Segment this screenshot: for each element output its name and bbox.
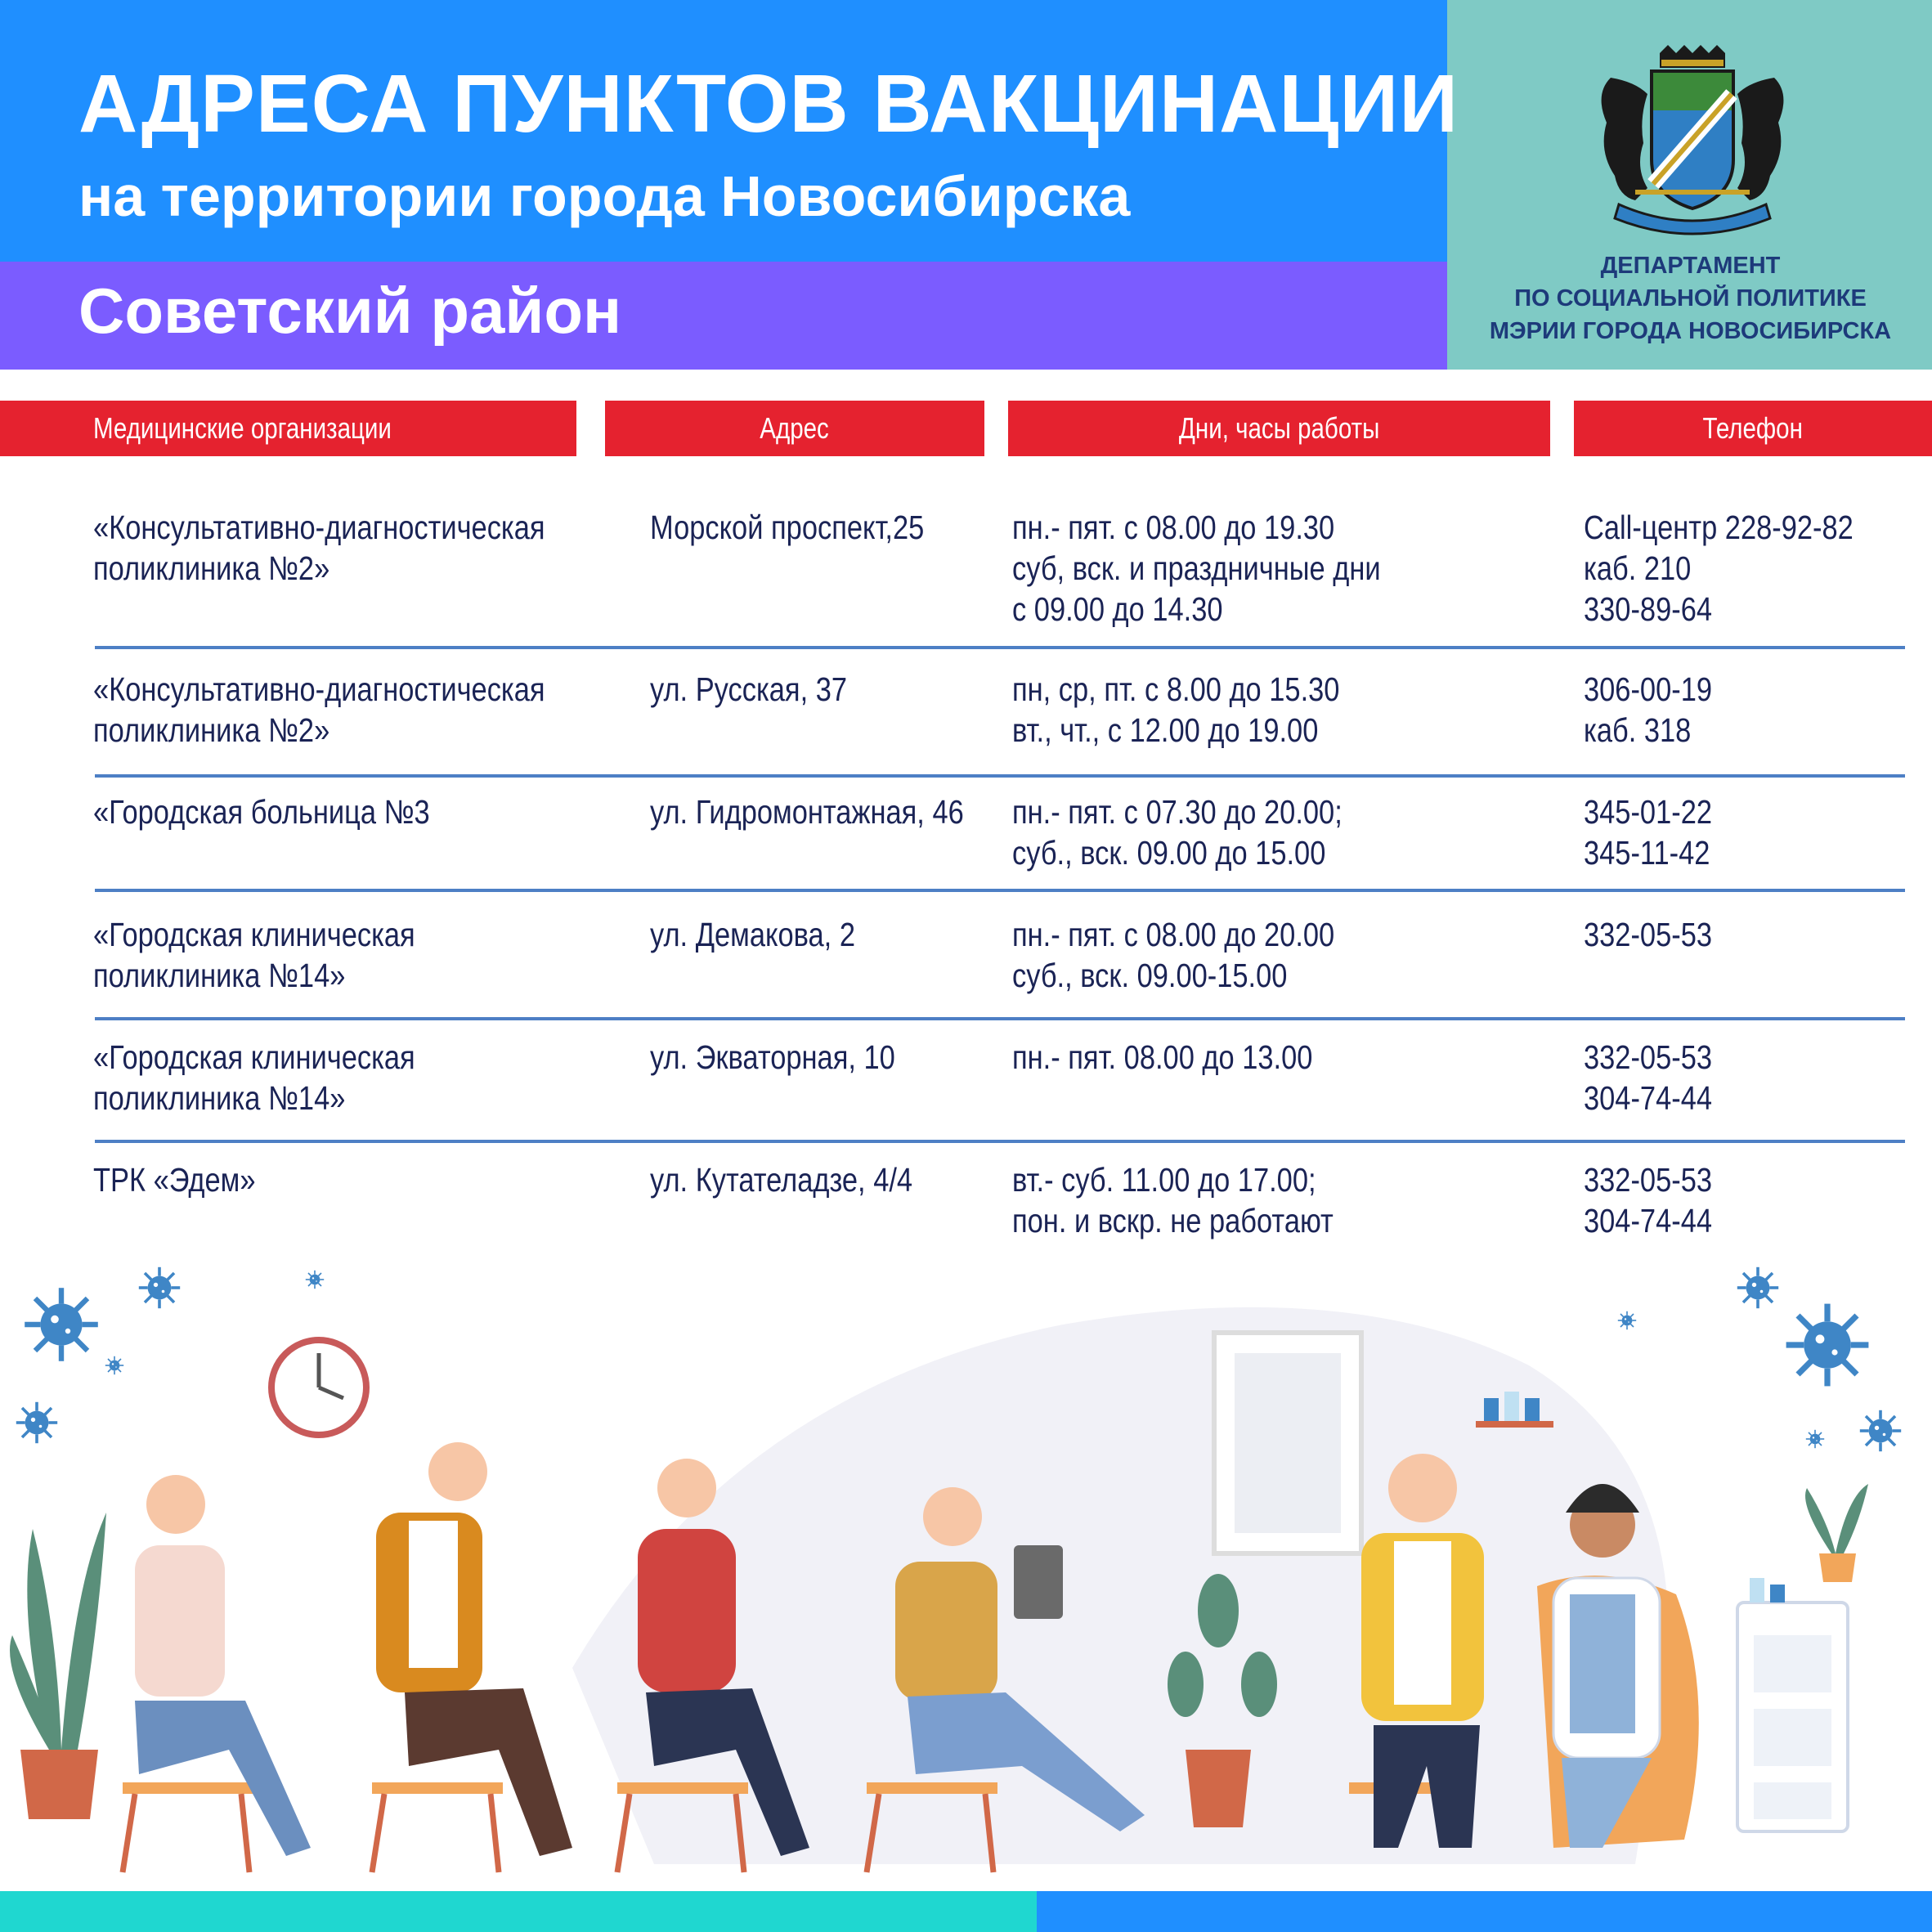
organization-cell: ТРК «Эдем» <box>93 1161 256 1199</box>
column-header-organizations: Медицинские организации <box>0 401 576 456</box>
virus-icon <box>139 1267 180 1308</box>
row-separator <box>95 1140 1905 1143</box>
hours-cell: пн.- пят. с 07.30 до 20.00; суб., вск. 09.00 до 15.00 <box>1012 793 1343 872</box>
organization-cell: «Городская клиническая поликлиника №14» <box>93 916 415 994</box>
hours-cell: пн, ср, пт. с 8.00 до 15.30 вт., чт., с 12.00 до 19.00 <box>1012 670 1340 749</box>
person-seated <box>372 1442 572 1872</box>
virus-icon <box>1860 1410 1901 1451</box>
phone-cell: 332-05-53 <box>1584 916 1713 953</box>
phone-cell: Call-центр 228-92-82 каб. 210 330-89-64 <box>1584 509 1854 628</box>
organization-cell: «Городская больница №3 <box>93 793 430 831</box>
organization-cell: «Консультативно-диагностическая поликлиника №2» <box>93 509 545 587</box>
person-seated <box>123 1475 311 1872</box>
phone-cell: 345-01-22 345-11-42 <box>1584 793 1713 872</box>
organization-cell: «Консультативно-диагностическая поликлиника №2» <box>93 670 545 749</box>
address-cell: ул. Гидромонтажная, 46 <box>650 793 964 831</box>
row-separator <box>95 774 1905 778</box>
virus-icon <box>1618 1311 1636 1329</box>
virus-icon <box>25 1288 98 1361</box>
hours-cell: пн.- пят. с 08.00 до 19.30 суб, вск. и праздничные дни с 09.00 до 14.30 <box>1012 509 1381 628</box>
clock-icon <box>271 1340 366 1435</box>
department-line: ДЕПАРТАМЕНТ <box>1600 253 1781 279</box>
footer-bar <box>1037 1891 1932 1932</box>
column-header-hours: Дни, часы работы <box>1008 401 1550 456</box>
medical-cabinet <box>1737 1578 1848 1831</box>
row-separator <box>95 646 1905 649</box>
virus-icon <box>1806 1430 1824 1448</box>
phone-cell: 332-05-53 304-74-44 <box>1584 1038 1713 1117</box>
department-line: ПО СОЦИАЛЬНОЙ ПОЛИТИКЕ <box>1514 285 1867 312</box>
address-cell: ул. Русская, 37 <box>650 670 848 708</box>
virus-icon <box>306 1271 324 1289</box>
address-cell: ул. Кутателадзе, 4/4 <box>650 1161 913 1199</box>
column-header-phone: Телефон <box>1574 401 1932 456</box>
row-separator <box>95 1017 1905 1020</box>
hours-cell: пн.- пят. с 08.00 до 20.00 суб., вск. 09.00-15.00 <box>1012 916 1335 994</box>
hours-cell: пн.- пят. 08.00 до 13.00 <box>1012 1038 1313 1076</box>
city-coat-of-arms-icon <box>1578 45 1807 241</box>
hours-cell: вт.- суб. 11.00 до 17.00; пон. и вскр. не работают <box>1012 1161 1334 1239</box>
phone-cell: 332-05-53 304-74-44 <box>1584 1161 1713 1239</box>
vaccination-clinic-illustration <box>0 1243 1932 1889</box>
address-cell: ул. Экваторная, 10 <box>650 1038 895 1076</box>
plant <box>10 1513 106 1750</box>
plant <box>1805 1484 1868 1553</box>
virus-icon <box>1737 1267 1778 1308</box>
page-title: АДРЕСА ПУНКТОВ ВАКЦИНАЦИИ <box>78 58 1459 150</box>
address-cell: Морской проспект,25 <box>650 509 925 546</box>
footer-bar <box>0 1891 1037 1932</box>
phone-cell: 306-00-19 каб. 318 <box>1584 670 1713 749</box>
page-subtitle: на территории города Новосибирска <box>78 164 1131 228</box>
district-name: Советский район <box>78 275 622 347</box>
virus-icon <box>16 1402 57 1443</box>
organization-cell: «Городская клиническая поликлиника №14» <box>93 1038 415 1117</box>
department-line: МЭРИИ ГОРОДА НОВОСИБИРСКА <box>1489 318 1892 344</box>
address-cell: ул. Демакова, 2 <box>650 916 855 953</box>
virus-icon <box>105 1356 123 1374</box>
virus-icon <box>1786 1304 1869 1387</box>
row-separator <box>95 889 1905 892</box>
department-name <box>1464 249 1917 347</box>
column-header-address: Адрес <box>605 401 984 456</box>
